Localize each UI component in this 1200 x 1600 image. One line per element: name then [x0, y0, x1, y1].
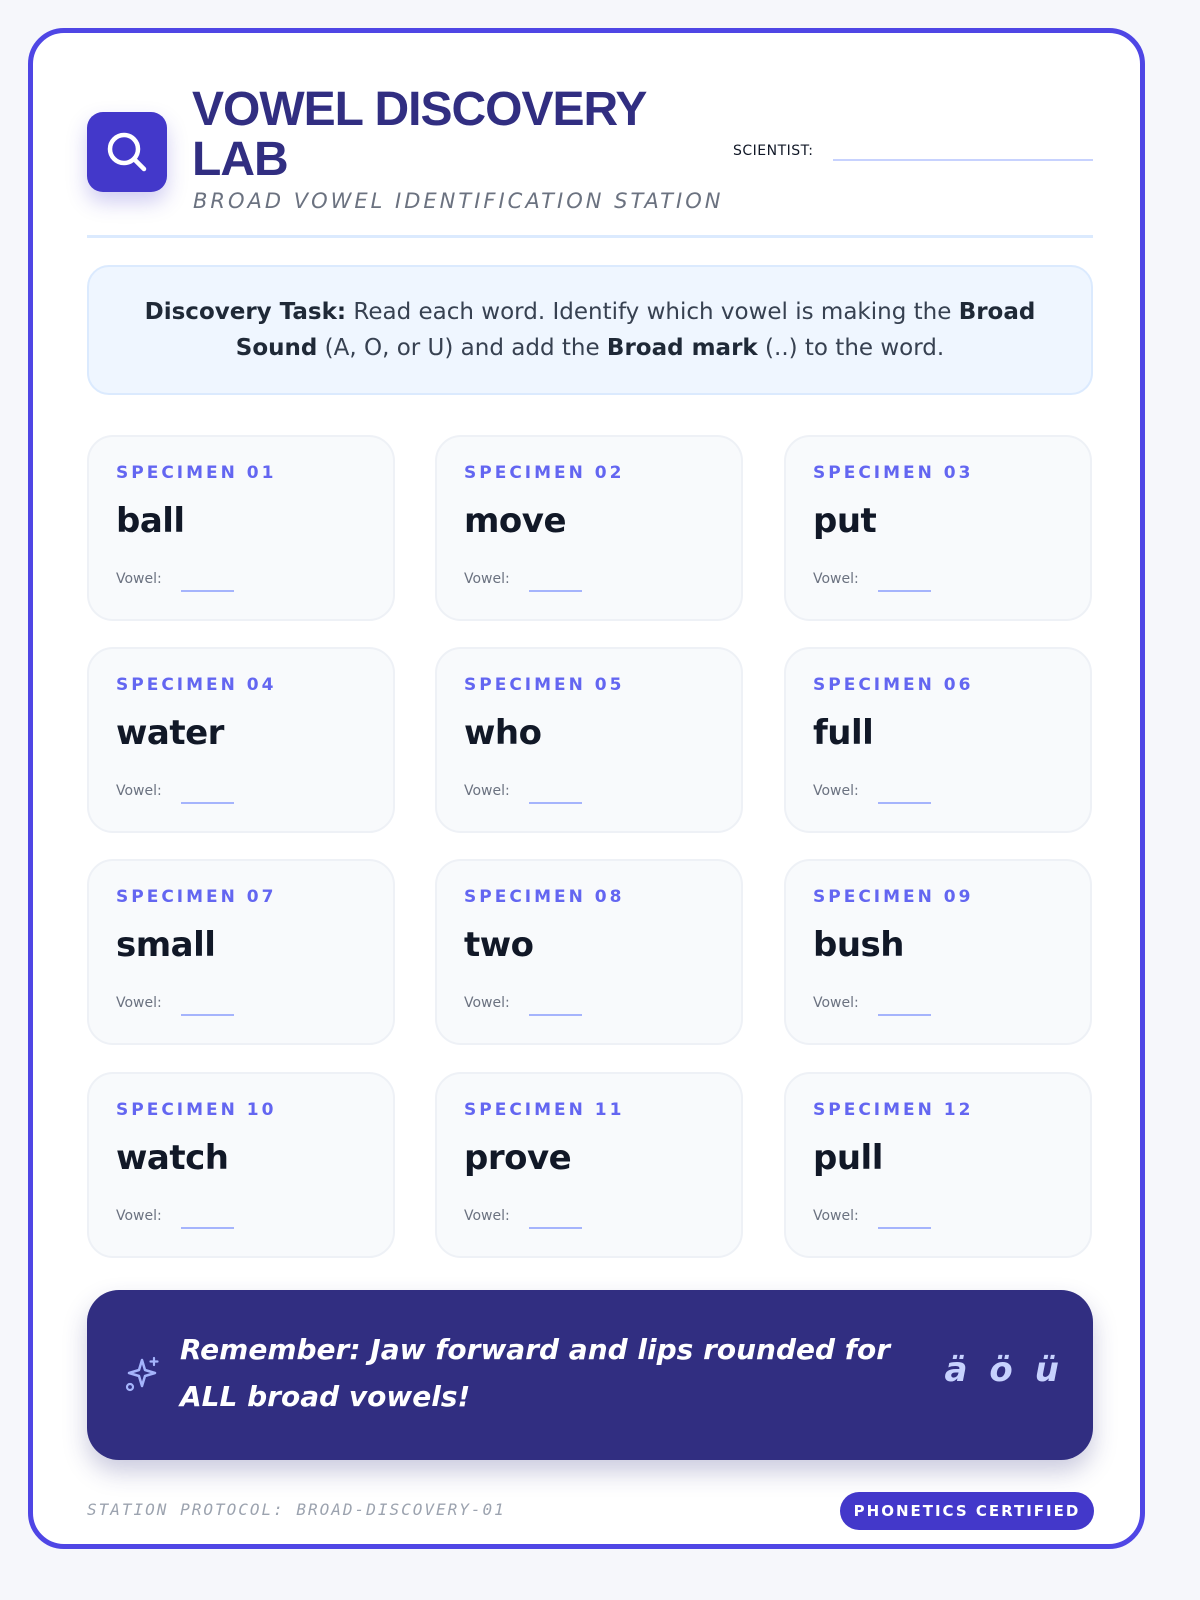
specimen-word: put: [813, 501, 877, 541]
specimen-card: [435, 435, 743, 621]
specimen-grid: [87, 435, 1093, 1278]
vowel-answer-field[interactable]: [181, 1227, 234, 1229]
logo-badge: [87, 112, 167, 192]
specimen-label: SPECIMEN 12: [813, 1100, 974, 1120]
specimen-word: small: [116, 925, 216, 965]
page-subtitle: BROAD VOWEL IDENTIFICATION STATION: [193, 189, 724, 213]
vowel-label: Vowel:: [116, 783, 162, 799]
page-title: VOWEL DISCOVERY LAB: [192, 83, 646, 186]
vowel-answer-field[interactable]: [181, 1014, 234, 1016]
vowel-answer-field[interactable]: [878, 1014, 931, 1016]
specimen-label: SPECIMEN 02: [464, 463, 625, 483]
specimen-word: ball: [116, 501, 185, 541]
broad-mark-o: ö: [989, 1350, 1013, 1390]
vowel-answer-field[interactable]: [878, 590, 931, 592]
scientist-label: SCIENTIST:: [733, 143, 814, 159]
vowel-label: Vowel:: [116, 995, 162, 1011]
specimen-label: SPECIMEN 09: [813, 887, 974, 907]
vowel-label: Vowel:: [116, 571, 162, 587]
task-text-part3: (..) to the word.: [757, 335, 945, 361]
vowel-label: Vowel:: [813, 783, 859, 799]
worksheet-frame: [28, 28, 1145, 1549]
scientist-name-field[interactable]: [833, 159, 1093, 161]
specimen-label: SPECIMEN 03: [813, 463, 974, 483]
specimen-word: who: [464, 713, 542, 753]
specimen-label: SPECIMEN 04: [116, 675, 277, 695]
reminder-text: Remember: Jaw forward and lips rounded for ALL broad vowels!: [180, 1333, 891, 1413]
task-bold-broad-sound: Broad Sound: [235, 299, 1036, 361]
station-protocol: STATION PROTOCOL: BROAD-DISCOVERY-01: [87, 1500, 506, 1519]
specimen-word: two: [464, 925, 534, 965]
vowel-answer-field[interactable]: [529, 590, 582, 592]
broad-marks: [944, 1350, 1059, 1390]
specimen-card: [87, 647, 395, 833]
broad-mark-a: ä: [944, 1350, 968, 1390]
specimen-card: [87, 435, 395, 621]
specimen-word: pull: [813, 1138, 883, 1178]
vowel-answer-field[interactable]: [181, 590, 234, 592]
task-text-part2: (A, O, or U) and add the: [317, 335, 607, 361]
task-bold-broad-mark: Broad mark: [606, 335, 758, 361]
vowel-label: Vowel:: [813, 1208, 859, 1224]
vowel-answer-field[interactable]: [529, 1014, 582, 1016]
specimen-label: SPECIMEN 06: [813, 675, 974, 695]
certified-badge: PHONETICS CERTIFIED: [840, 1492, 1094, 1530]
specimen-card: [87, 1072, 395, 1258]
search-icon: [104, 129, 150, 175]
specimen-label: SPECIMEN 01: [116, 463, 277, 483]
specimen-word: move: [464, 501, 567, 541]
specimen-label: SPECIMEN 08: [464, 887, 625, 907]
specimen-word: watch: [116, 1138, 229, 1178]
specimen-word: bush: [813, 925, 904, 965]
vowel-label: Vowel:: [813, 995, 859, 1011]
sparkle-icon: [123, 1355, 161, 1393]
specimen-word: prove: [464, 1138, 572, 1178]
specimen-label: SPECIMEN 10: [116, 1100, 277, 1120]
specimen-word: full: [813, 713, 874, 753]
specimen-label: SPECIMEN 07: [116, 887, 277, 907]
vowel-label: Vowel:: [464, 995, 510, 1011]
specimen-card: [784, 647, 1092, 833]
specimen-card: [784, 859, 1092, 1045]
reminder-banner: [87, 1290, 1093, 1460]
vowel-label: Vowel:: [464, 783, 510, 799]
specimen-label: SPECIMEN 05: [464, 675, 625, 695]
vowel-answer-field[interactable]: [529, 802, 582, 804]
specimen-card: [435, 859, 743, 1045]
vowel-label: Vowel:: [464, 1208, 510, 1224]
task-lead: Discovery Task:: [144, 299, 347, 325]
task-instructions: [87, 265, 1093, 395]
broad-mark-u: ü: [1034, 1350, 1059, 1390]
task-text-part1: Read each word. Identify which vowel is making the: [346, 299, 959, 325]
vowel-answer-field[interactable]: [529, 1227, 582, 1229]
vowel-label: Vowel:: [813, 571, 859, 587]
specimen-card: [435, 647, 743, 833]
vowel-label: Vowel:: [464, 571, 510, 587]
specimen-card: [784, 435, 1092, 621]
task-text: [139, 294, 1041, 366]
vowel-answer-field[interactable]: [878, 802, 931, 804]
specimen-card: [87, 859, 395, 1045]
header-divider: [87, 235, 1093, 238]
specimen-card: [784, 1072, 1092, 1258]
vowel-label: Vowel:: [116, 1208, 162, 1224]
specimen-card: [435, 1072, 743, 1258]
specimen-label: SPECIMEN 11: [464, 1100, 625, 1120]
vowel-answer-field[interactable]: [181, 802, 234, 804]
vowel-answer-field[interactable]: [878, 1227, 931, 1229]
specimen-word: water: [116, 713, 224, 753]
